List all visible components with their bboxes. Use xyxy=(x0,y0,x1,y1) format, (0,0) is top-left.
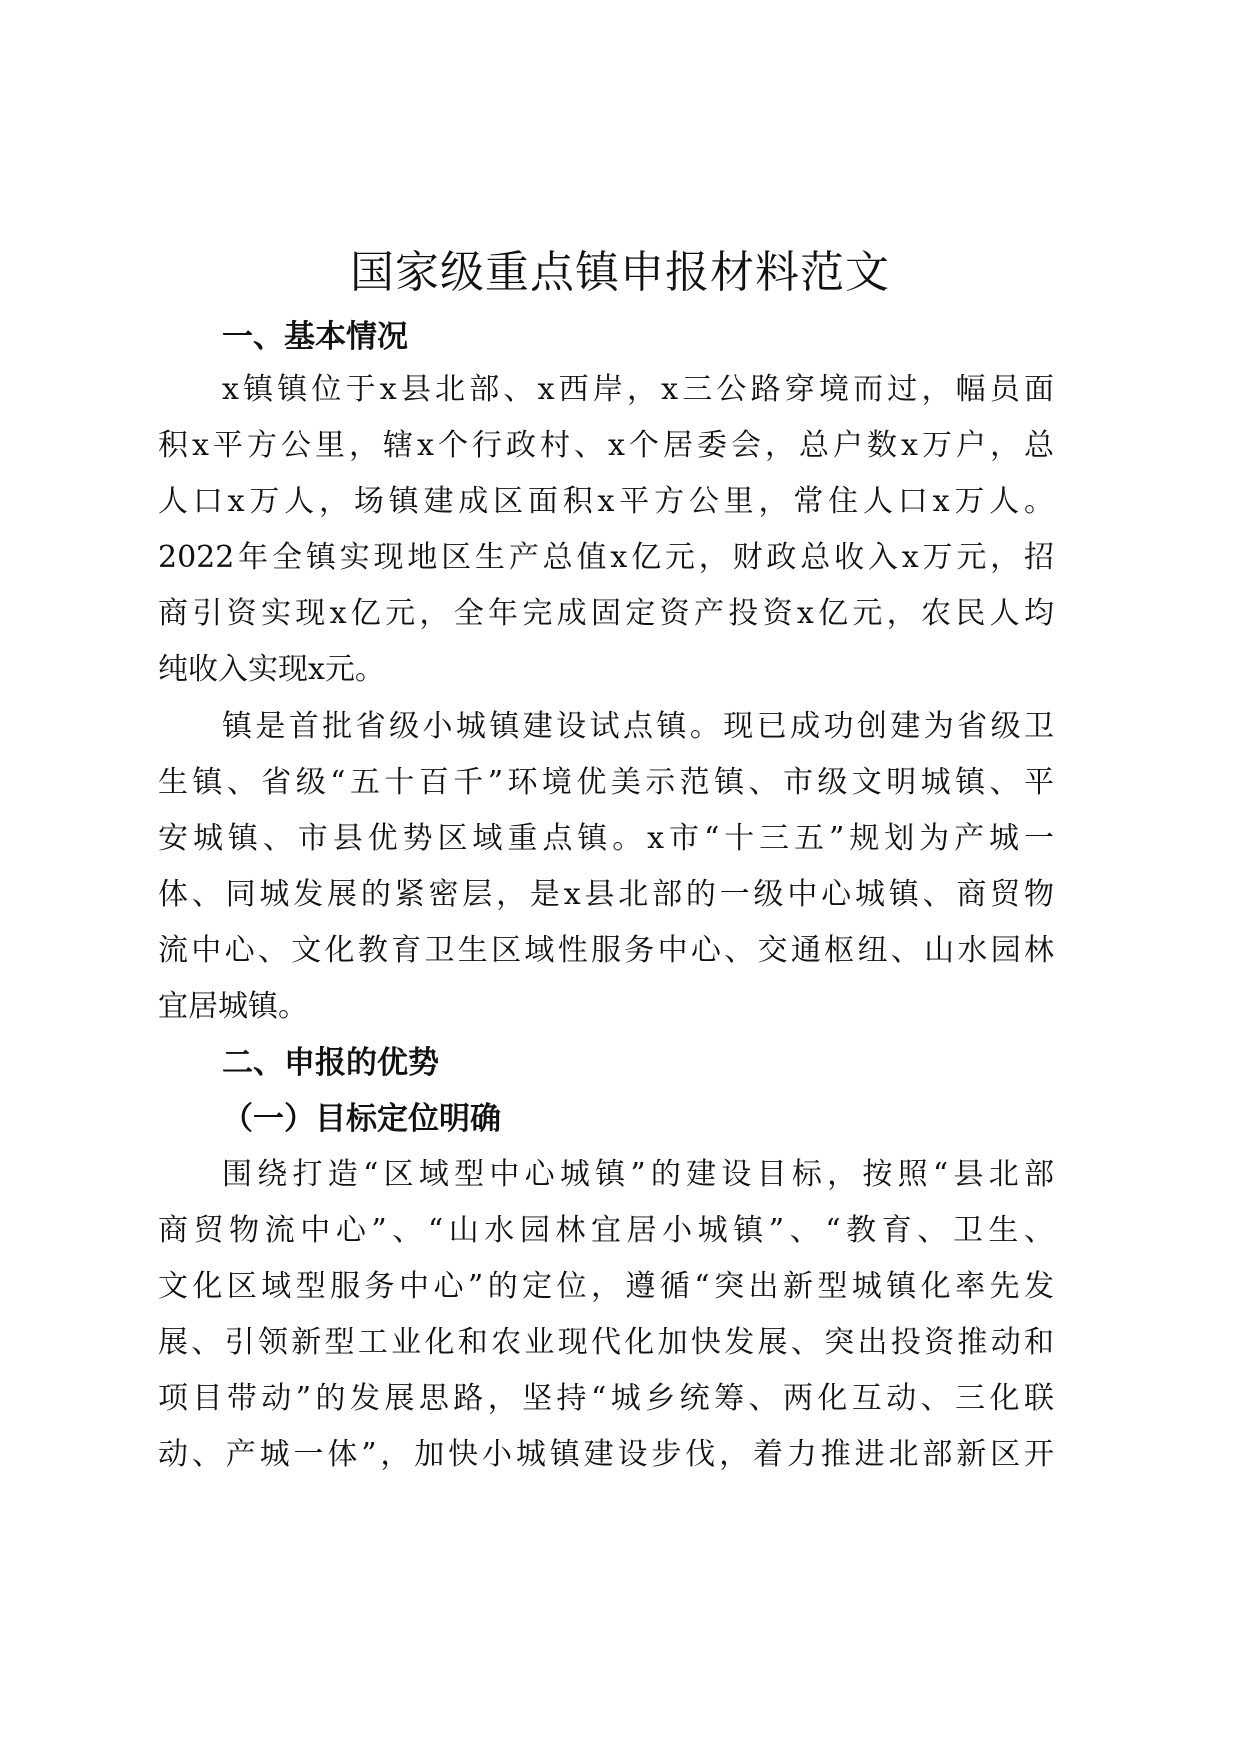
paragraph-line: 体、同城发展的紧密层，是x县北部的一级中心城镇、商贸物 xyxy=(158,877,1054,912)
document-title: 国家级重点镇申报材料范文 xyxy=(350,247,890,298)
paragraph-line: 展、引领新型工业化和农业现代化加快发展、突出投资推动和 xyxy=(158,1325,1054,1360)
paragraph-line: 生镇、省级“五十百千”环境优美示范镇、市级文明城镇、平 xyxy=(158,765,1054,800)
section-heading-basic-info: 一、基本情况 xyxy=(222,319,408,355)
paragraph-line: 围绕打造“区域型中心城镇”的建设目标，按照“县北部 xyxy=(222,1157,1054,1192)
paragraph-line: 商引资实现x亿元，全年完成固定资产投资x亿元，农民人均 xyxy=(158,596,1054,631)
paragraph-line: 人口x万人，场镇建成区面积x平方公里，常住人口x万人。 xyxy=(158,484,1054,519)
paragraph-line: 2022年全镇实现地区生产总值x亿元，财政总收入x万元，招 xyxy=(158,540,1054,575)
paragraph-line: 宜居城镇。 xyxy=(158,989,308,1024)
paragraph-line: 商贸物流中心”、“山水园林宜居小城镇”、“教育、卫生、 xyxy=(158,1213,1054,1248)
paragraph-line: x镇镇位于x县北部、x西岸，x三公路穿境而过，幅员面 xyxy=(222,372,1054,407)
paragraph-line: 纯收入实现x元。 xyxy=(158,652,385,687)
section-heading-advantages: 二、申报的优势 xyxy=(222,1045,439,1081)
paragraph-line: 积x平方公里，辖x个行政村、x个居委会，总户数x万户，总 xyxy=(158,428,1054,463)
subsection-heading-goal: （一）目标定位明确 xyxy=(222,1101,501,1137)
paragraph-line: 动、产城一体”，加快小城镇建设步伐，着力推进北部新区开 xyxy=(158,1437,1054,1472)
paragraph-line: 文化区域型服务中心”的定位，遵循“突出新型城镇化率先发 xyxy=(158,1269,1054,1304)
paragraph-line: 镇是首批省级小城镇建设试点镇。现已成功创建为省级卫 xyxy=(222,709,1054,744)
paragraph-line: 流中心、文化教育卫生区域性服务中心、交通枢纽、山水园林 xyxy=(158,933,1054,968)
paragraph-line: 项目带动”的发展思路，坚持“城乡统筹、两化互动、三化联 xyxy=(158,1381,1054,1416)
paragraph-line: 安城镇、市县优势区域重点镇。x市“十三五”规划为产城一 xyxy=(158,821,1054,856)
